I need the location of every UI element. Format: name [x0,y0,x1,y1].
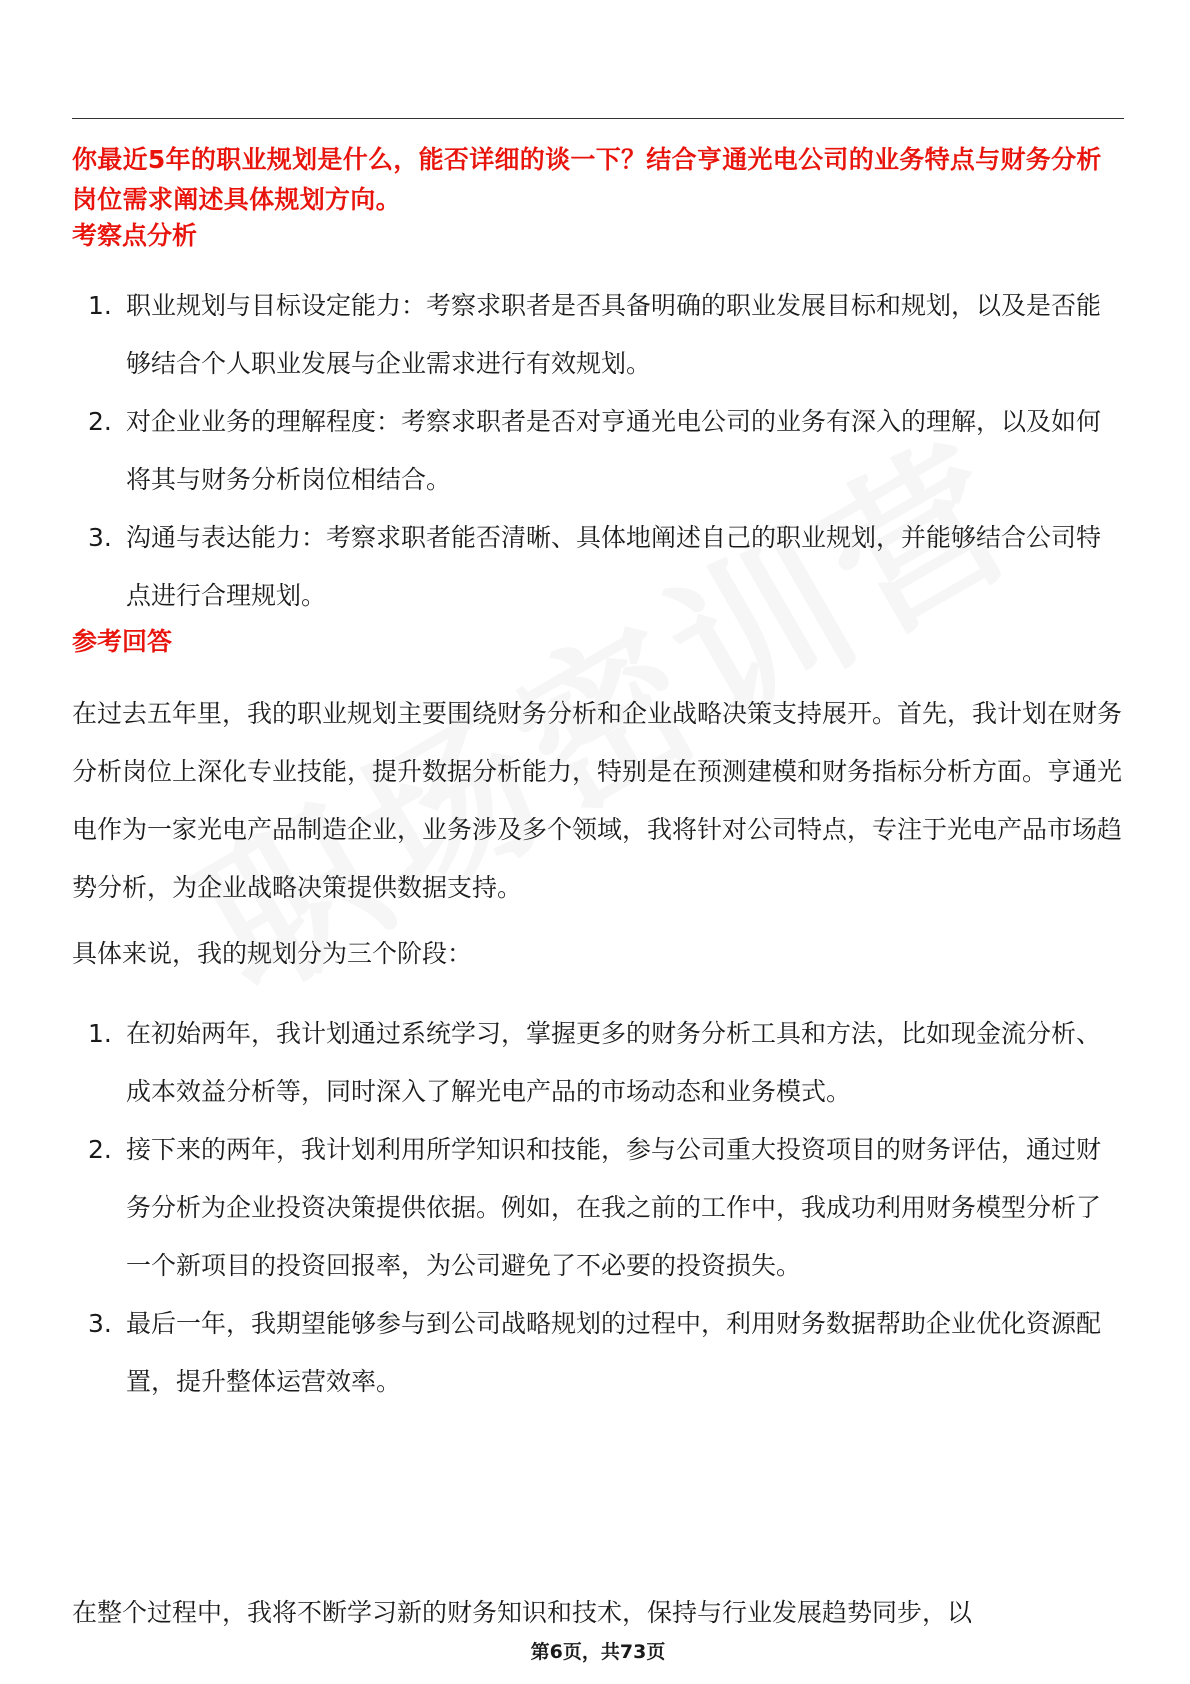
stages-list [72,1005,1124,1411]
answer-heading: 参考回答 [72,627,173,656]
page-number: 第6页，共73页 [530,1641,666,1663]
list-item-text: 沟通与表达能力：考察求职者能否清晰、具体地阐述自己的职业规划，并能够结合公司特点进行合理规划。 [126,523,1102,610]
document-page [72,0,1124,1684]
list-number: 3. [88,1309,112,1338]
list-item-text: 接下来的两年，我计划利用所学知识和技能，参与公司重大投资项目的财务评估，通过财务分析为企业投资决策提供依据。例如，在我之前的工作中，我成功利用财务模型分析了一个新项目的投资回报率，为公司避免了不必要的投资损失。 [126,1135,1102,1280]
list-item-text: 在初始两年，我计划通过系统学习，掌握更多的财务分析工具和方法，比如现金流分析、成本效益分析等，同时深入了解光电产品的市场动态和业务模式。 [126,1019,1102,1106]
list-number: 1. [88,1019,112,1048]
list-item [72,1121,1124,1295]
question-text: 你最近5年的职业规划是什么，能否详细的谈一下？结合亨通光电公司的业务特点与财务分析岗位需求阐述具体规划方向。 [72,145,1102,214]
list-number: 2. [88,407,112,436]
closing-paragraph: 在整个过程中，我将不断学习新的财务知识和技术，保持与行业发展趋势同步，以 [72,1598,973,1627]
stages-lead-paragraph: 具体来说，我的规划分为三个阶段： [72,939,473,968]
list-item [72,277,1124,393]
list-number: 1. [88,291,112,320]
list-number: 2. [88,1135,112,1164]
answer-intro-paragraph: 在过去五年里，我的职业规划主要围绕财务分析和企业战略决策支持展开。首先，我计划在财务分析岗位上深化专业技能，提升数据分析能力，特别是在预测建模和财务指标分析方面。亨通光电作为一家光电产品制造企业，业务涉及多个领域，我将针对公司特点，专注于光电产品市场趋势分析，为企业战略决策提供数据支持。 [72,699,1123,902]
analysis-list [72,277,1124,625]
list-item [72,1295,1124,1411]
list-item-text: 职业规划与目标设定能力：考察求职者是否具备明确的职业发展目标和规划，以及是否能够结合个人职业发展与企业需求进行有效规划。 [126,291,1102,378]
list-item [72,509,1124,625]
top-divider [72,118,1124,119]
list-item-text: 最后一年，我期望能够参与到公司战略规划的过程中，利用财务数据帮助企业优化资源配置，提升整体运营效率。 [126,1309,1102,1396]
list-item [72,393,1124,509]
list-item-text: 对企业业务的理解程度：考察求职者是否对亨通光电公司的业务有深入的理解，以及如何将其与财务分析岗位相结合。 [126,407,1102,494]
analysis-heading: 考察点分析 [72,221,198,250]
list-number: 3. [88,523,112,552]
list-item [72,1005,1124,1121]
